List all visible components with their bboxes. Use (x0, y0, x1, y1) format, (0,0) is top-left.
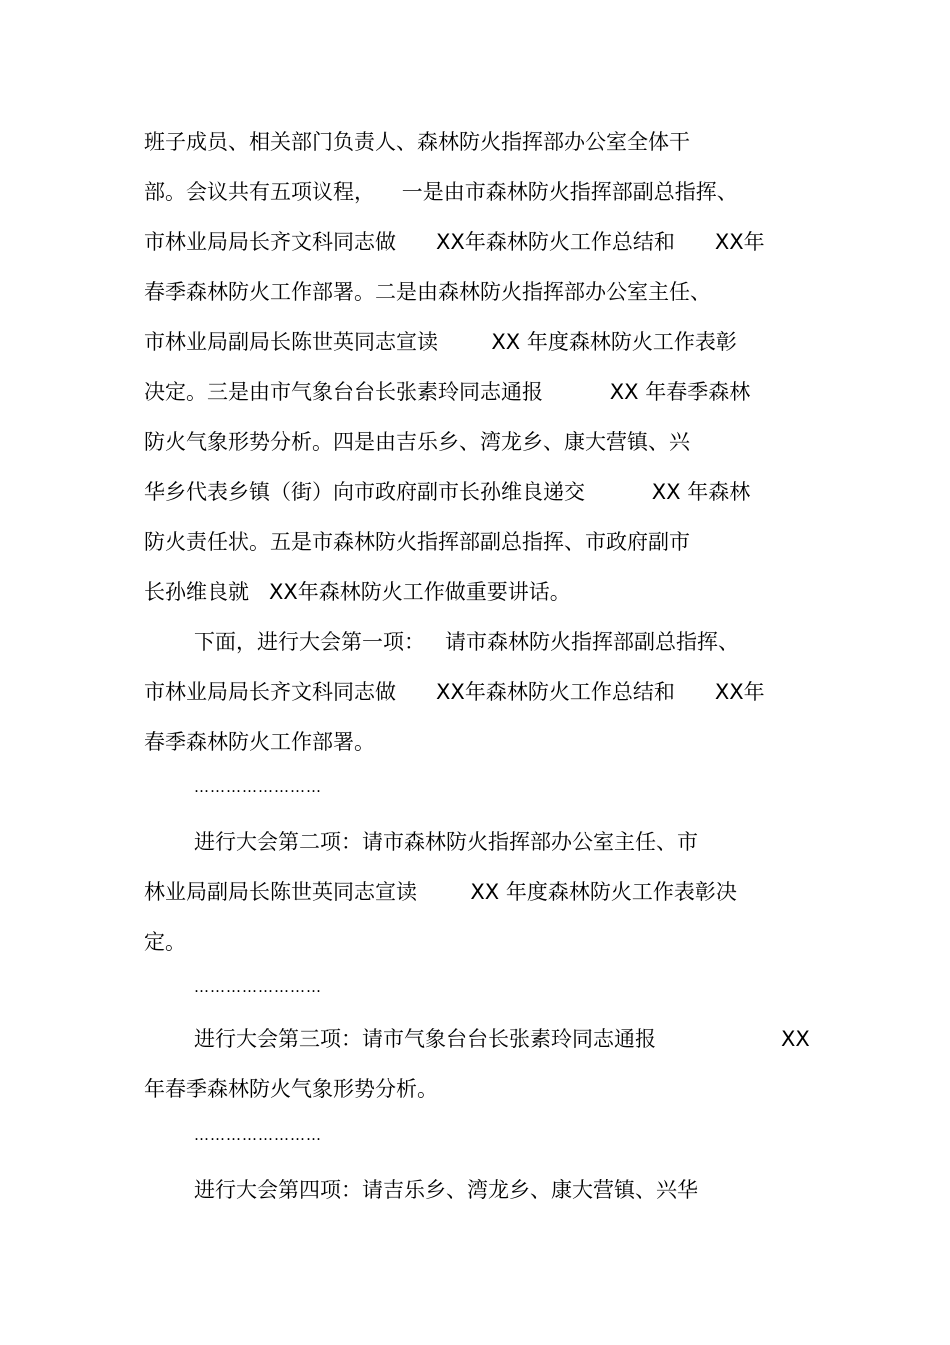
ellipsis-separator: …………………… (194, 1126, 322, 1144)
text-line: 市林业局副局长陈世英同志宣读 XX 年度森林防火工作表彰 (144, 330, 737, 354)
text-line: 防火气象形势分析。四是由吉乐乡、湾龙乡、康大营镇、兴 (144, 430, 690, 454)
text-line: 市林业局局长齐文科同志做 XX年森林防火工作总结和 XX年 (144, 230, 765, 254)
ellipsis-separator: …………………… (194, 978, 322, 996)
text-line: 年春季森林防火气象形势分析。 (144, 1077, 438, 1101)
text-line: 市林业局局长齐文科同志做 XX年森林防火工作总结和 XX年 (144, 680, 765, 704)
text-line: 部。会议共有五项议程， 一是由市森林防火指挥部副总指挥、 (144, 180, 738, 204)
text-fragment: XX (781, 1027, 810, 1051)
text-line: 防火责任状。五是市森林防火指挥部副总指挥、市政府副市 (144, 530, 690, 554)
text-line: 华乡代表乡镇（街）向市政府副市长孙维良递交 XX 年森林 (144, 480, 751, 504)
text-line: 春季森林防火工作部署。 (144, 730, 375, 754)
text-line: 定。 (144, 930, 186, 954)
text-line: 春季森林防火工作部署。二是由森林防火指挥部办公室主任、 (144, 280, 711, 304)
text-line: 决定。三是由市气象台台长张素玲同志通报 XX 年春季森林 (144, 380, 751, 404)
text-line: 班子成员、相关部门负责人、森林防火指挥部办公室全体干 (144, 130, 690, 154)
ellipsis-separator: …………………… (194, 778, 322, 796)
text-line: 林业局副局长陈世英同志宣读 XX 年度森林防火工作表彰决 (144, 880, 737, 904)
paragraph-first-line: 进行大会第四项：请吉乐乡、湾龙乡、康大营镇、兴华 (194, 1178, 698, 1202)
paragraph-first-line: 进行大会第二项：请市森林防火指挥部办公室主任、市 (194, 830, 698, 854)
text-line: 长孙维良就 XX年森林防火工作做重要讲话。 (144, 580, 571, 604)
paragraph-first-line: 下面，进行大会第一项： 请市森林防火指挥部副总指挥、 (194, 630, 740, 654)
paragraph-first-line: 进行大会第三项：请市气象台台长张素玲同志通报 (194, 1027, 656, 1051)
